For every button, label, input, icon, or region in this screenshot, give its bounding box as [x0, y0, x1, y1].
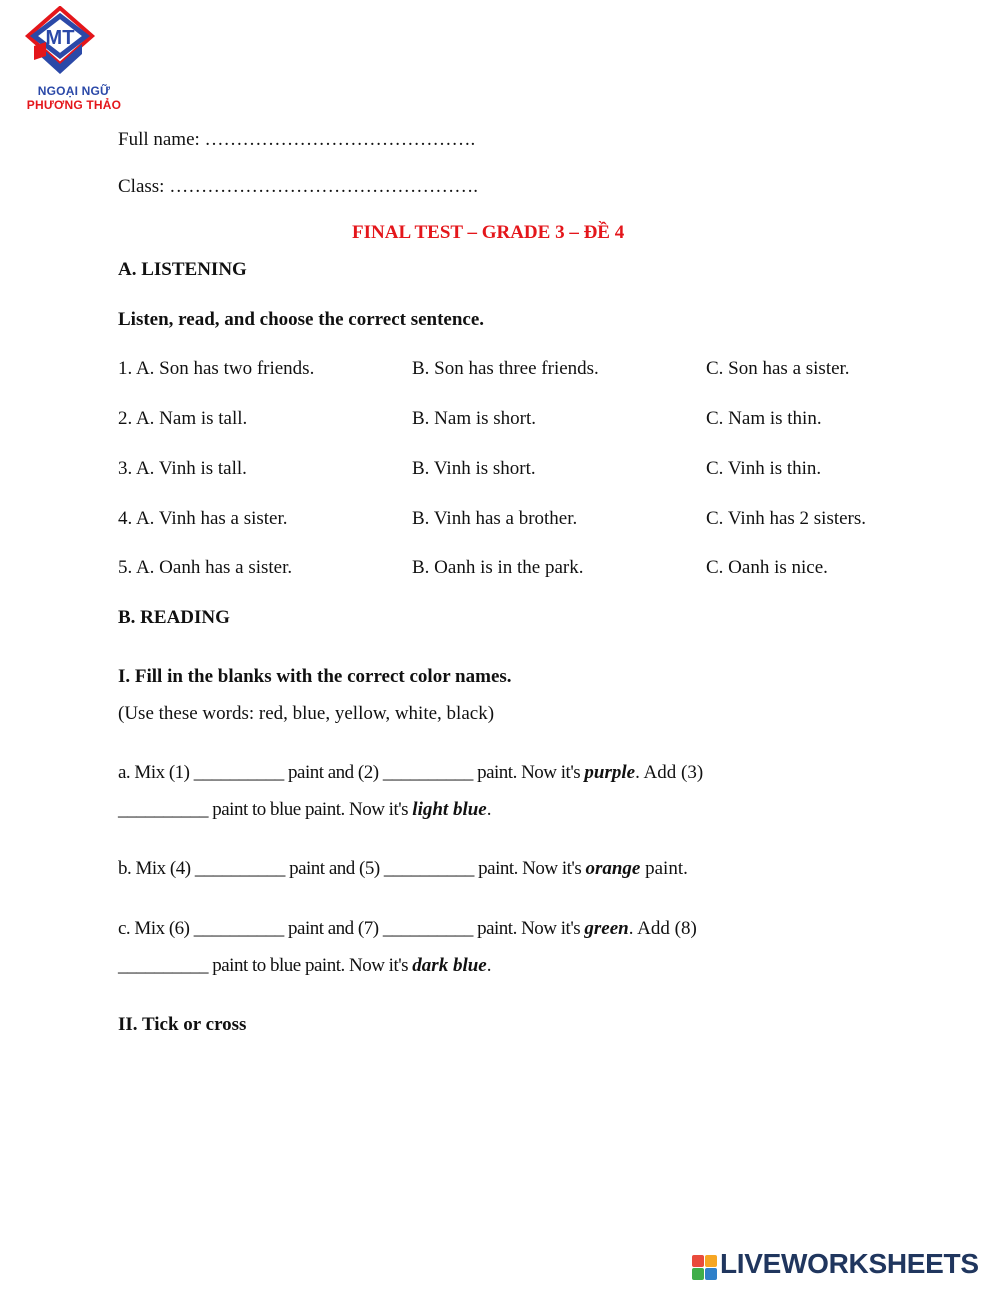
- liveworksheets-watermark: [692, 1248, 992, 1283]
- q3-option-b: B. Vinh is short.: [412, 458, 536, 479]
- q1-option-c: C. Son has a sister.: [706, 358, 850, 379]
- exercise-a-text: a. Mix (1) __________ paint and (2) __________ paint. Now it's: [118, 762, 585, 783]
- reading-part1-hint: (Use these words: red, blue, yellow, white, black): [118, 703, 495, 724]
- exercise-c-tail: . Add (8): [628, 918, 697, 939]
- logo-line1: NGOẠI NGỮ: [37, 84, 111, 98]
- exercise-c-color: green: [584, 918, 629, 939]
- page-title: FINAL TEST – GRADE 3 – ĐỀ 4: [352, 222, 625, 243]
- logo-line2: PHƯƠNG THẢO: [26, 98, 122, 112]
- liveworksheets-badge-icon: [692, 1255, 718, 1281]
- exercise-c2-tail: .: [486, 955, 492, 976]
- exercise-c2-color: dark blue: [412, 955, 487, 976]
- q3-option-c: C. Vinh is thin.: [706, 458, 822, 479]
- logo-emblem-icon: [12, 6, 112, 86]
- exercise-b-tail: paint.: [640, 858, 688, 879]
- exercise-a-line1: [118, 762, 703, 784]
- q2-option-a: 2. A. Nam is tall.: [118, 408, 248, 429]
- reading-heading: B. READING: [118, 607, 230, 628]
- reading-part2-heading: II. Tick or cross: [118, 1014, 247, 1035]
- exercise-c-text: c. Mix (6) __________ paint and (7) __________ paint. Now it's: [118, 918, 585, 939]
- q2-option-c: C. Nam is thin.: [706, 408, 822, 429]
- exercise-b-color: orange: [585, 858, 641, 879]
- q4-option-c: C. Vinh has 2 sisters.: [706, 508, 867, 529]
- q2-option-b: B. Nam is short.: [412, 408, 537, 429]
- exercise-a-color: purple: [584, 762, 636, 783]
- logo-monogram: MT: [45, 27, 75, 49]
- exercise-a2-text: __________ paint to blue paint. Now it's: [118, 799, 413, 820]
- exercise-b-line: [118, 858, 688, 880]
- exercise-c-line2: [118, 955, 491, 977]
- exercise-a2-tail: .: [486, 799, 492, 820]
- school-logo: [12, 6, 122, 114]
- q4-option-b: B. Vinh has a brother.: [412, 508, 578, 529]
- q5-option-c: C. Oanh is nice.: [706, 557, 828, 578]
- reading-part1-heading: I. Fill in the blanks with the correct color names.: [118, 666, 512, 687]
- q3-option-a: 3. A. Vinh is tall.: [118, 458, 247, 479]
- class-field: Class: ………………………………………….: [118, 176, 478, 197]
- q1-option-b: B. Son has three friends.: [412, 358, 599, 379]
- listening-instruction: Listen, read, and choose the correct sentence.: [118, 309, 485, 330]
- q5-option-b: B. Oanh is in the park.: [412, 557, 584, 578]
- q4-option-a: 4. A. Vinh has a sister.: [118, 508, 288, 529]
- q5-option-a: 5. A. Oanh has a sister.: [118, 557, 293, 578]
- exercise-a-line2: [118, 799, 491, 821]
- exercise-c2-text: __________ paint to blue paint. Now it's: [118, 955, 413, 976]
- exercise-a2-color: light blue: [412, 799, 487, 820]
- listening-heading: A. LISTENING: [118, 259, 247, 280]
- full-name-field: Full name: …………………………………….: [118, 129, 476, 150]
- exercise-b-text: b. Mix (4) __________ paint and (5) __________ paint. Now it's: [118, 858, 586, 879]
- liveworksheets-text: LIVEWORKSHEETS: [720, 1248, 979, 1279]
- exercise-c-line1: [118, 918, 697, 940]
- exercise-a-tail: . Add (3): [635, 762, 704, 783]
- q1-option-a: 1. A. Son has two friends.: [118, 358, 315, 379]
